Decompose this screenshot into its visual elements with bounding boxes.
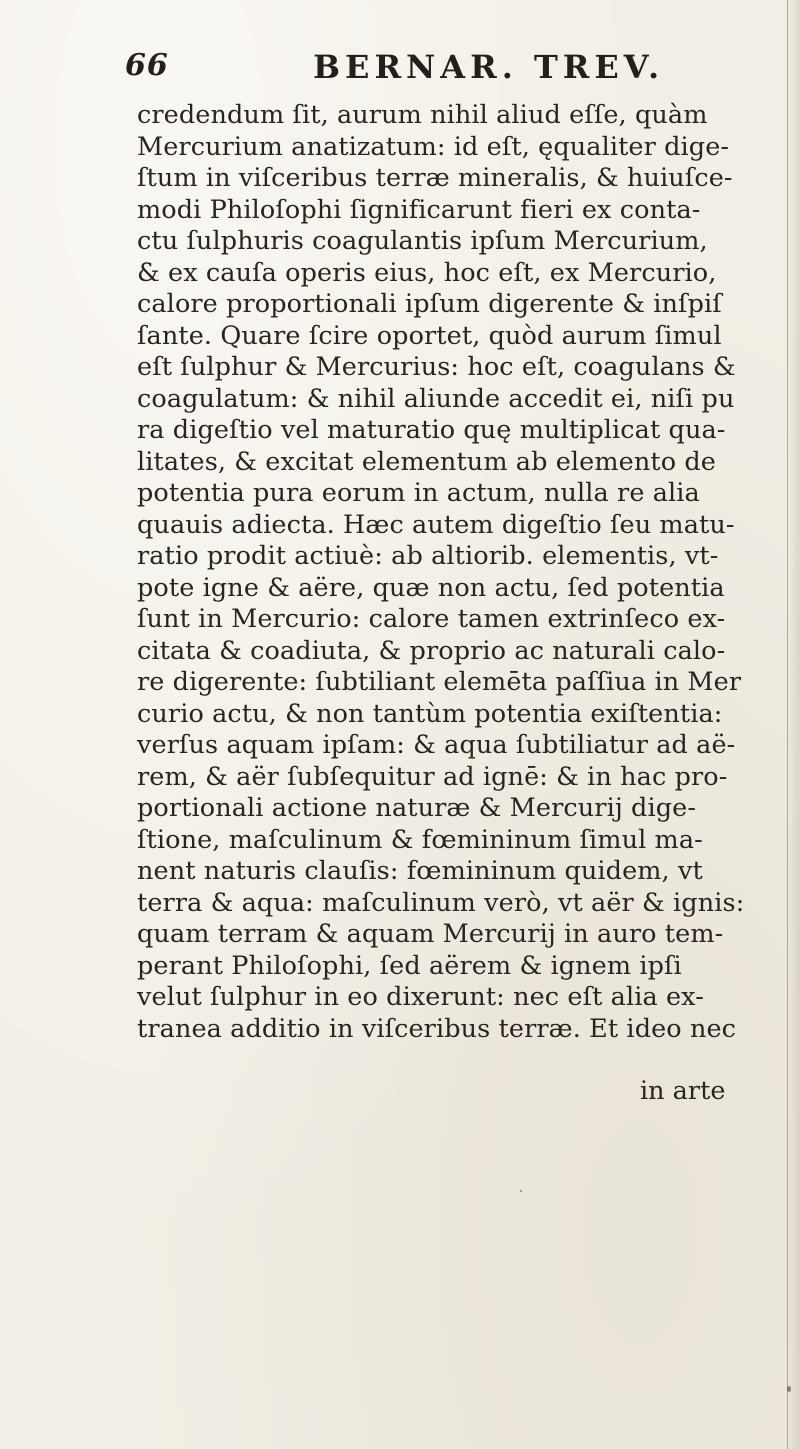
text-line: ratio prodit actiuè: ab altiorib. elementis, vt- (137, 541, 719, 571)
running-head: BERNAR. TREV. (313, 48, 665, 86)
text-line: tranea additio in viſceribus terræ. Et ideo nec (137, 1013, 737, 1044)
page-edge (787, 0, 800, 1449)
text-line: pote igne & aëre, quæ non actu, ſed potentia (137, 572, 725, 603)
text-line: citata & coadiuta, & proprio ac naturali calo- (137, 635, 726, 666)
text-line: Mercurium anatizatum: id eſt, ęqualiter dige- (137, 131, 730, 162)
text-line: rem, & aër ſubſequitur ad ignē: & in hac pro- (137, 761, 728, 792)
paper-speck (520, 1190, 522, 1192)
catchword: in arte (640, 1076, 726, 1106)
text-line: curio actu, & non tantùm potentia exiſtentia: (137, 698, 723, 729)
text-line: velut ſulphur in eo dixerunt: nec eſt alia ex- (137, 982, 704, 1012)
text-line: quam terram & aquam Mercurij in auro tem- (137, 919, 724, 949)
text-line: ra digeſtio vel maturatio quę multiplicat qua- (137, 415, 726, 445)
text-line: portionali actione naturæ & Mercurij dige- (137, 793, 697, 823)
text-line: ſunt in Mercurio: calore tamen extrinſeco ex- (137, 604, 726, 634)
paper-speck (787, 1386, 791, 1392)
text-line: verſus aquam ipſam: & aqua ſubtiliatur ad aë- (137, 730, 736, 760)
page-number: 66 (125, 48, 169, 83)
text-line: calore proportionali ipſum digerente & inſpiſ (137, 289, 722, 319)
page-header (0, 48, 800, 98)
text-line: re digerente: ſubtiliant elemēta paſſiua in Mer (137, 667, 742, 697)
text-line: ſtione, maſculinum & fœmininum ſimul ma- (137, 824, 703, 855)
text-line: quauis adiecta. Hæc autem digeſtio ſeu matu- (137, 509, 735, 540)
text-line: credendum ſit, aurum nihil aliud eſſe, quàm (137, 100, 708, 130)
text-line: modi Philoſophi ſignificarunt fieri ex conta- (137, 194, 701, 225)
text-line: coagulatum: & nihil aliunde accedit ei, niſi pu (137, 383, 735, 414)
text-line: ſtum in viſceribus terræ mineralis, & huiuſce- (137, 163, 733, 193)
text-line: & ex cauſa operis eius, hoc eſt, ex Mercurio, (137, 257, 717, 288)
text-line: terra & aqua: maſculinum verò, vt aër & ignis: (137, 887, 745, 918)
text-line: potentia pura eorum in actum, nulla re alia (137, 478, 700, 508)
text-line: perant Philoſophi, ſed aërem & ignem ipſi (137, 950, 682, 981)
text-line: eſt ſulphur & Mercurius: hoc eſt, coagulans & (137, 352, 736, 382)
text-line: ctu ſulphuris coagulantis ipſum Mercurium, (137, 226, 708, 256)
text-line: ſante. Quare ſcire oportet, quòd aurum ſimul (137, 320, 722, 351)
body-text (137, 100, 777, 1045)
text-line: nent naturis clauſis: fœmininum quidem, vt (137, 856, 703, 886)
text-line: litates, & excitat elementum ab elemento de (137, 446, 716, 477)
